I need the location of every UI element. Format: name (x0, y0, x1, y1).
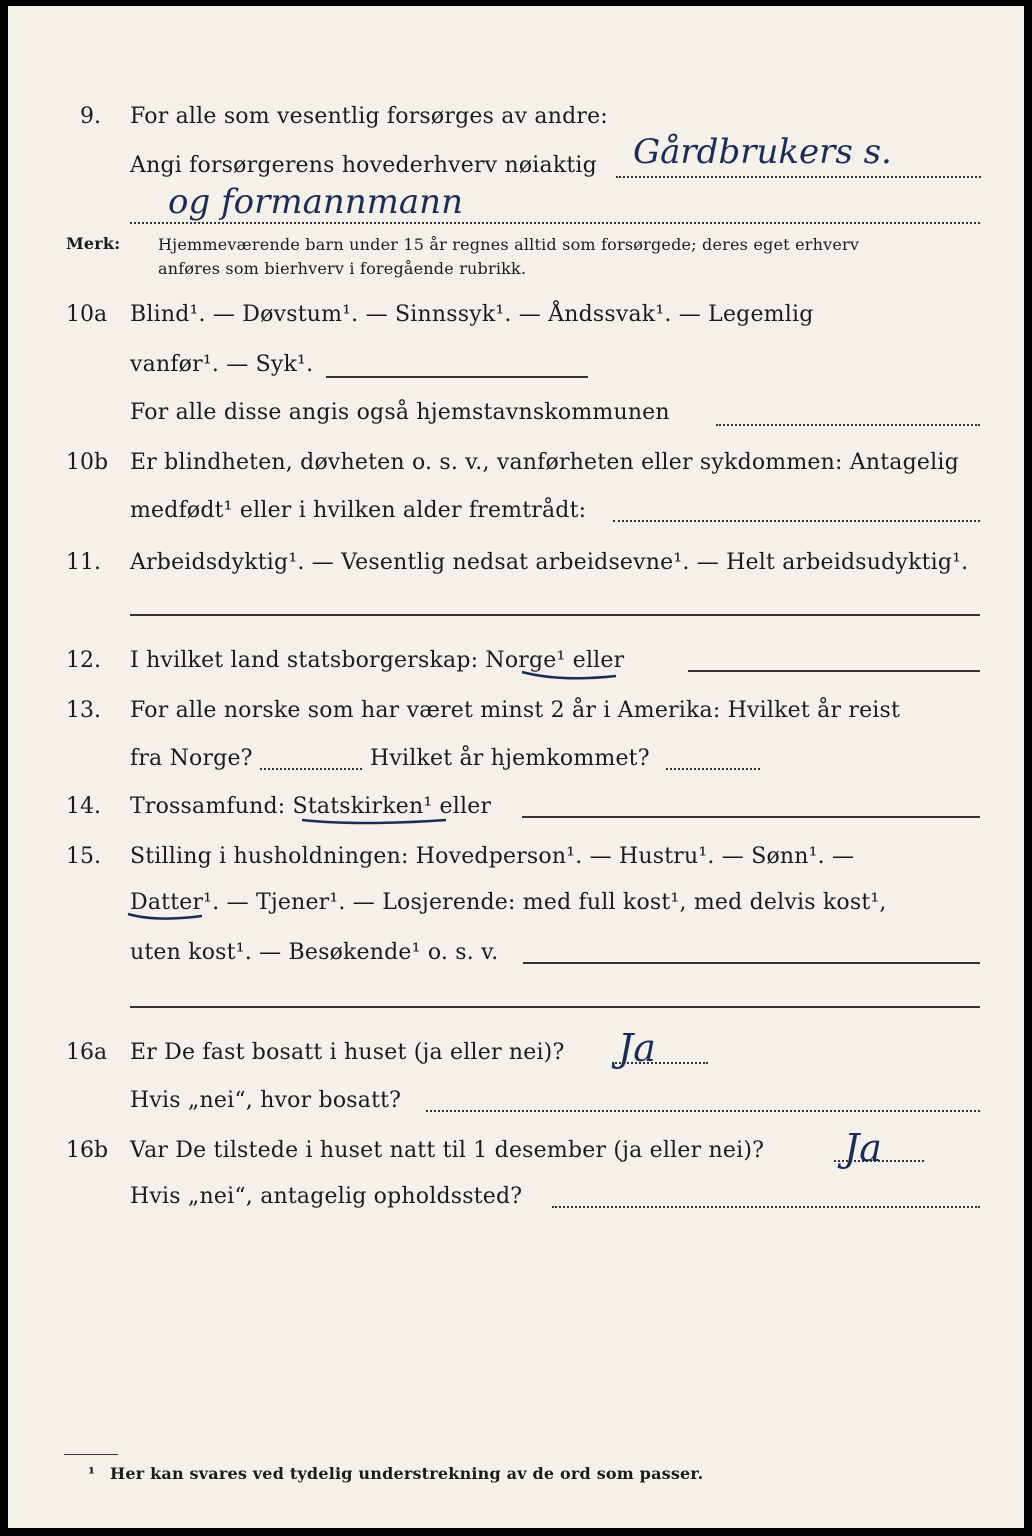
q9-line1: For alle som vesentlig forsørges av andre: (130, 104, 608, 129)
q10a-number: 10a (66, 302, 108, 327)
q10b-number: 10b (66, 450, 109, 475)
q13-line2a: fra Norge? (130, 746, 253, 771)
q9-answer-dotline (616, 176, 981, 178)
q16a-number: 16a (66, 1040, 108, 1065)
q16a-line1: Er De fast bosatt i huset (ja eller nei)? (130, 1040, 565, 1065)
q10a-answer-line (326, 376, 588, 378)
q11-answer-line (130, 614, 980, 616)
q16a-bosatt-dotline (426, 1110, 980, 1112)
q10b-answer-dotline (613, 520, 980, 522)
q13-hjemkommet-dotline (666, 768, 760, 770)
merk-line2: anføres som bierhverv i foregående rubrikk. (158, 259, 527, 278)
q12-answer-line (688, 670, 980, 672)
q14-number: 14. (66, 794, 101, 819)
q10a-line2: vanfør¹. — Syk¹. (130, 352, 314, 377)
q14-line1: Trossamfund: Statskirken¹ eller (130, 794, 492, 819)
q13-number: 13. (66, 698, 101, 723)
footnote-rule (64, 1454, 118, 1455)
q14-answer-line (522, 816, 980, 818)
q10a-line1: Blind¹. — Døvstum¹. — Sinnssyk¹. — Åndssvak¹. — Legemlig (130, 302, 814, 327)
merk-label: Merk: (66, 234, 121, 253)
q12-line1: I hvilket land statsborgerskap: Norge¹ eller (130, 648, 625, 673)
q11-number: 11. (66, 550, 101, 575)
q10a-hjemstavn-dotline (716, 424, 980, 426)
q11-line1: Arbeidsdyktig¹. — Vesentlig nedsat arbeidsevne¹. — Helt arbeidsudyktig¹. (130, 550, 969, 575)
q16a-handwritten-answer: Ja (618, 1026, 656, 1070)
q13-reist-dotline (260, 768, 362, 770)
q12-number: 12. (66, 648, 101, 673)
q16b-number: 16b (66, 1138, 109, 1163)
q15-line3: uten kost¹. — Besøkende¹ o. s. v. (130, 940, 499, 965)
q15-datter-underline (126, 910, 206, 924)
census-form-page (8, 6, 1024, 1528)
q9-answer-dotline-2 (130, 222, 980, 224)
q13-line2b: Hvilket år hjemkommet? (370, 746, 650, 771)
q15-number: 15. (66, 844, 101, 869)
footnote-text: Her kan svares ved tydelig understrekning av de ord som passer. (110, 1464, 704, 1483)
q16a-line2: Hvis „nei“, hvor bosatt? (130, 1088, 402, 1113)
q15-answer-line-2 (130, 1006, 980, 1008)
q13-line1: For alle norske som har været minst 2 år i Amerika: Hvilket år reist (130, 698, 901, 723)
q12-norge-underline (520, 668, 620, 682)
q16b-line1: Var De tilstede i huset natt til 1 desember (ja eller nei)? (130, 1138, 765, 1163)
q16b-line2: Hvis „nei“, antagelig opholdssted? (130, 1184, 523, 1209)
q15-answer-line (523, 962, 980, 964)
q9-handwritten-answer1: Gårdbrukers s. (633, 132, 892, 172)
q10b-line1: Er blindheten, døvheten o. s. v., vanførheten eller sykdommen: Antagelig (130, 450, 959, 475)
footnote-mark: ¹ (88, 1464, 96, 1483)
q16b-opholdssted-dotline (552, 1206, 980, 1208)
q14-statskirken-underline (300, 814, 450, 828)
q9-number: 9. (80, 104, 101, 129)
q10a-line3: For alle disse angis også hjemstavnskommunen (130, 400, 670, 425)
q15-line1: Stilling i husholdningen: Hovedperson¹. — Hustru¹. — Sønn¹. — (130, 844, 855, 869)
merk-line1: Hjemmeværende barn under 15 år regnes alltid som forsørgede; deres eget erhverv (158, 235, 860, 254)
q16b-handwritten-answer: Ja (844, 1126, 882, 1170)
q10b-line2: medfødt¹ eller i hvilken alder fremtrådt: (130, 498, 587, 523)
q15-line2: Datter¹. — Tjener¹. — Losjerende: med full kost¹, med delvis kost¹, (130, 890, 887, 915)
q9-line2: Angi forsørgerens hovederhverv nøiaktig (130, 153, 597, 178)
q9-handwritten-answer2: og formannmann (168, 182, 463, 222)
